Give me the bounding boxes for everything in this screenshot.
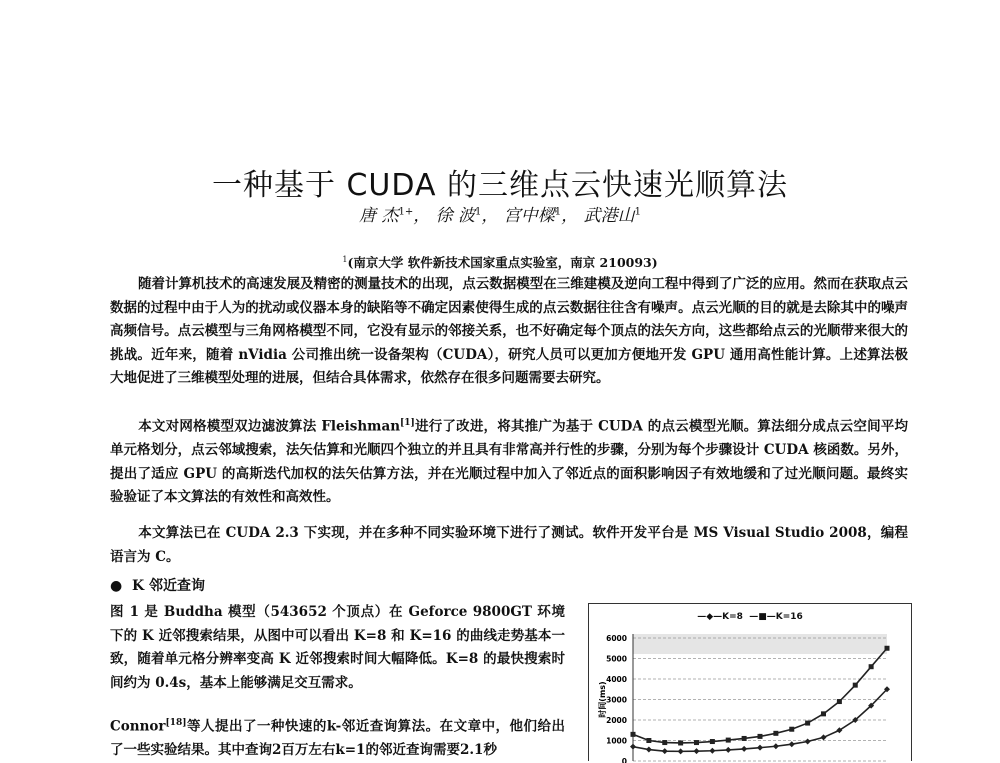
y-tick-label: 2000	[606, 716, 627, 725]
data-point-k16	[821, 711, 826, 716]
author-name: 宫中樑	[503, 206, 555, 226]
data-point-k16	[758, 734, 763, 739]
data-point-k16	[773, 731, 778, 736]
author-separator: ，	[481, 206, 499, 226]
paper-title: 一种基于 CUDA 的三维点云快速光顺算法	[211, 168, 789, 204]
data-point-k16	[853, 683, 858, 688]
implementation-text: 本文算法已在 CUDA 2.3 下实现，并在多种不同实验环境下进行了测试。软件开发平台是 MS Visual Studio 2008，编程语言为 C。	[110, 525, 908, 565]
section-title: K 邻近查询	[132, 578, 206, 594]
data-point-k8	[709, 748, 715, 754]
citation-ref[interactable]: [1]	[400, 418, 415, 428]
legend-label-k16: K=16	[775, 612, 803, 622]
data-point-k16	[805, 721, 810, 726]
data-point-k16	[710, 739, 715, 744]
author-list	[0, 201, 1000, 226]
citation-ref[interactable]: [18]	[165, 718, 187, 728]
data-point-k16	[694, 740, 699, 745]
implementation-paragraph	[110, 522, 908, 569]
data-point-k16	[789, 727, 794, 732]
affiliation	[0, 253, 1000, 271]
data-point-k16	[885, 646, 890, 651]
y-axis-label: 时间(ms)	[598, 681, 607, 718]
method-text-a: 本文对网格模型双边滤波算法 Fleishman	[138, 418, 401, 435]
author-sup: 1+	[398, 206, 414, 218]
author-name: 徐 波	[435, 206, 476, 226]
data-point-k16	[631, 732, 636, 737]
data-point-k8	[662, 748, 668, 754]
author-sup: 1	[475, 206, 482, 218]
data-point-k16	[662, 740, 667, 745]
data-point-k8	[805, 739, 811, 745]
y-tick-label: 6000	[606, 634, 627, 643]
bullet-icon: ●	[110, 578, 123, 594]
data-point-k16	[837, 699, 842, 704]
author-sup: 1	[554, 206, 562, 218]
series-line-k16	[633, 648, 887, 743]
method-text-b: 进行了改进，将其推广为基于 CUDA 的点云模型光顺。算法细分成点云空间平均单元格划分，点云邻域搜索，法矢估算和光顺四个独立的并且具有非常高并行性的步骤，分别为每个步骤设计 CUDA 核函数。另外，提出了适应 GPU 的高斯迭代加权的法矢估算方法，并在光顺过程中加入了邻近点的面积影响因子有效地缓和了过光顺问题。最终实验验证了本文算法的有效性和高效性。	[110, 418, 908, 505]
y-tick-label: 3000	[606, 695, 627, 705]
author-name: 武港山	[583, 206, 635, 226]
y-tick-label: 0	[621, 757, 627, 763]
knn-chart	[588, 603, 912, 761]
intro-text: 随着计算机技术的高速发展及精密的测量技术的出现，点云数据模型在三维建模及逆向工程中得到了广泛的应用。然而在获取点云数据的过程中由于人为的扰动或仪器本身的缺陷等不确定因素使得生成的点云数据往往含有噪声。点云光顺的目的就是去除其中的噪声高频信号。点云模型与三角网格模型不同，它没有显示的邻接关系，也不好确定每个顶点的法矢方向，这些都给点云的光顺带来很大的挑战。近年来，随着 nVidia 公司推出统一设备架构（CUDA），研究人员可以更加方便地开发 GPU 通用高性能计算。上述算法极大地促进了三维模型处理的进展，但结合具体需求，依然存在很多问题需要去研究。	[110, 276, 908, 386]
legend-label-k8: K=8	[722, 612, 743, 622]
author-name: 唐 杰	[359, 206, 399, 226]
author-separator: ，	[413, 206, 431, 226]
chart-plot	[589, 604, 911, 761]
data-point-k8	[725, 747, 731, 753]
knn-paragraph	[110, 601, 565, 695]
data-point-k8	[789, 741, 795, 747]
affiliation-sup: 1	[342, 254, 348, 264]
legend-marker-k16: —■—	[749, 612, 776, 622]
data-point-k16	[742, 736, 747, 741]
data-point-k8	[678, 748, 684, 754]
legend-marker-k8: —◆—	[697, 612, 723, 622]
data-point-k8	[821, 734, 827, 740]
author-sup: 1	[634, 206, 641, 218]
data-point-k8	[757, 745, 763, 751]
knn-text: 图 1 是 Buddha 模型（543652 个顶点）在 Geforce 9800GT 环境下的 K 近邻搜索结果，从图中可以看出 K=8 和 K=16 的曲线走势基本一致，随着单元格分辨率变高 K 近邻搜索时间大幅降低。K=8 的最快搜索时间约为 0.4s，基本上能够满足交互需求。	[110, 604, 565, 691]
connor-text-a: Connor	[110, 718, 166, 735]
data-point-k16	[646, 738, 651, 743]
data-point-k16	[726, 738, 731, 743]
data-point-k8	[773, 743, 779, 749]
data-point-k16	[869, 664, 874, 669]
data-point-k8	[630, 744, 636, 750]
connor-text-b: 等人提出了一种快速的k-邻近查询算法。在文章中，他们给出了一些实验结果。其中查询2百万左右k=1的邻近查询需要2.1秒	[110, 718, 565, 758]
connor-paragraph	[110, 712, 565, 763]
section-heading	[110, 575, 205, 595]
method-paragraph	[110, 412, 908, 510]
y-tick-label: 1000	[606, 736, 627, 746]
data-point-k8	[694, 748, 700, 754]
chart-band	[633, 634, 887, 654]
data-point-k8	[646, 747, 652, 753]
affiliation-text: (南京大学 软件新技术国家重点实验室，南京 210093)	[347, 255, 658, 270]
data-point-k16	[678, 740, 683, 745]
y-tick-label: 4000	[606, 675, 627, 684]
y-tick-label: 5000	[606, 654, 627, 664]
data-point-k8	[741, 746, 747, 752]
author-separator: ，	[561, 206, 579, 226]
intro-paragraph	[110, 273, 908, 391]
